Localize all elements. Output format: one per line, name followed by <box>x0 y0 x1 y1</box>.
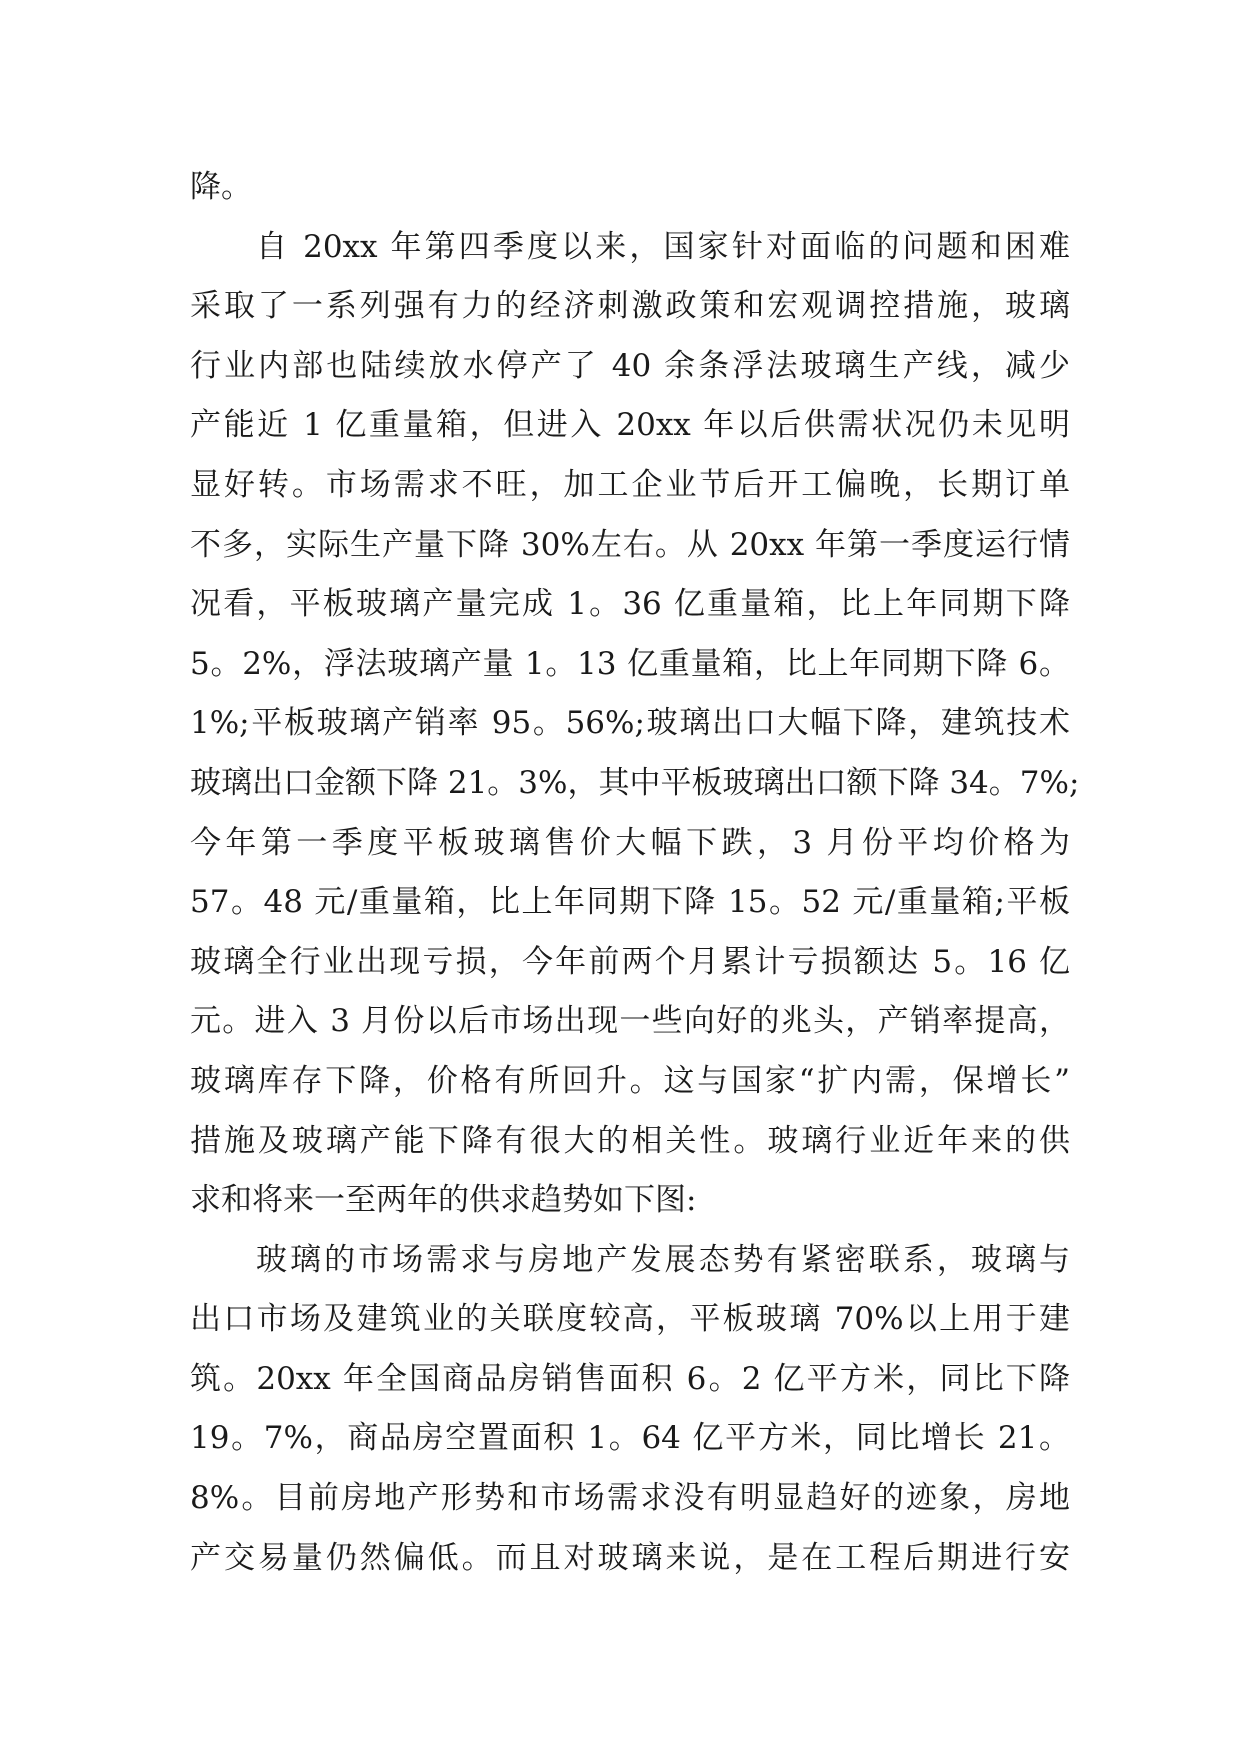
paragraph-line: 玻璃全行业出现亏损，今年前两个月累计亏损额达 5。16 亿 <box>190 943 1070 980</box>
paragraph-line: 产交易量仍然偏低。而且对玻璃来说，是在工程后期进行安 <box>190 1539 1070 1576</box>
paragraph-line: 况看，平板玻璃产量完成 1。36 亿重量箱，比上年同期下降 <box>190 586 1070 623</box>
paragraph-line: 玻璃的市场需求与房地产发展态势有紧密联系，玻璃与 <box>256 1241 1070 1278</box>
paragraph-line: 行业内部也陆续放水停产了 40 余条浮法玻璃生产线，减少 <box>190 347 1070 384</box>
paragraph-line: 8%。目前房地产形势和市场需求没有明显趋好的迹象，房地 <box>190 1480 1070 1517</box>
paragraph-line: 求和将来一至两年的供求趋势如下图: <box>190 1182 697 1219</box>
paragraph-line: 筑。20xx 年全国商品房销售面积 6。2 亿平方米，同比下降 <box>190 1360 1070 1397</box>
paragraph-line: 降。 <box>190 169 252 205</box>
paragraph-line: 显好转。市场需求不旺，加工企业节后开工偏晚，长期订单 <box>190 466 1070 503</box>
paragraph-line: 不多，实际生产量下降 30%左右。从 20xx 年第一季度运行情 <box>190 526 1070 563</box>
paragraph-line: 玻璃出口金额下降 21。3%，其中平板玻璃出口额下降 34。7%; <box>190 764 1080 801</box>
paragraph-line: 产能近 1 亿重量箱，但进入 20xx 年以后供需状况仍未见明 <box>190 407 1070 444</box>
paragraph-line: 57。48 元/重量箱，比上年同期下降 15。52 元/重量箱;平板 <box>190 884 1070 921</box>
paragraph-line: 1%;平板玻璃产销率 95。56%;玻璃出口大幅下降，建筑技术 <box>190 705 1070 742</box>
paragraph-line: 5。2%，浮法玻璃产量 1。13 亿重量箱，比上年同期下降 6。 <box>190 645 1070 682</box>
paragraph-line: 元。进入 3 月份以后市场出现一些向好的兆头，产销率提高， <box>190 1003 1070 1040</box>
paragraph-line: 措施及玻璃产能下降有很大的相关性。玻璃行业近年来的供 <box>190 1122 1070 1159</box>
paragraph-line: 今年第一季度平板玻璃售价大幅下跌，3 月份平均价格为 <box>190 824 1070 861</box>
paragraph-line: 19。7%，商品房空置面积 1。64 亿平方米，同比增长 21。 <box>190 1420 1070 1457</box>
paragraph-line: 出口市场及建筑业的关联度较高，平板玻璃 70%以上用于建 <box>190 1301 1070 1338</box>
body-text <box>190 158 1080 1588</box>
paragraph-line: 玻璃库存下降，价格有所回升。这与国家“扩内需，保增长” <box>190 1062 1070 1099</box>
paragraph-line: 采取了一系列强有力的经济刺激政策和宏观调控措施，玻璃 <box>190 288 1070 325</box>
paragraph-line: 自 20xx 年第四季度以来，国家针对面临的问题和困难 <box>256 228 1070 265</box>
